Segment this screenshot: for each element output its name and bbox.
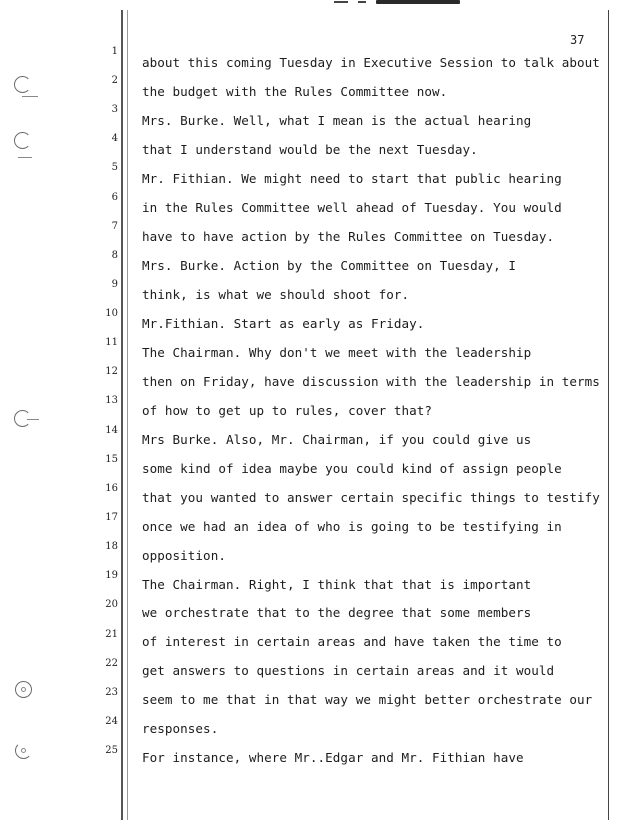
page-number: 37 <box>570 33 585 47</box>
right-margin-rule <box>608 10 612 820</box>
binder-hole-icon <box>14 132 31 149</box>
transcript-line: The Chairman. Right, I think that that is important <box>142 577 532 592</box>
transcript-line: about this coming Tuesday in Executive Session to talk about <box>142 55 600 70</box>
transcript-line: of how to get up to rules, cover that? <box>142 403 433 418</box>
transcript-line: Mr.Fithian. Start as early as Friday. <box>142 316 425 331</box>
line-number: 17 <box>105 512 118 523</box>
line-number: 22 <box>105 658 118 669</box>
line-number: 21 <box>105 629 118 640</box>
transcript-line: have to have action by the Rules Committee on Tuesday. <box>142 229 555 244</box>
transcript-line: that I understand would be the next Tuesday. <box>142 142 478 157</box>
binder-hole-mark <box>22 96 38 97</box>
transcript-line: in the Rules Committee well ahead of Tuesday. You would <box>142 200 562 215</box>
transcript-line: Mrs. Burke. Action by the Committee on Tuesday, I <box>142 258 516 273</box>
line-number: 12 <box>105 366 118 377</box>
transcript-line: the budget with the Rules Committee now. <box>142 84 448 99</box>
transcript-line: of interest in certain areas and have taken the time to <box>142 634 562 649</box>
line-number: 6 <box>111 192 118 203</box>
transcript-line: some kind of idea maybe you could kind of assign people <box>142 461 562 476</box>
transcript-line: Mrs Burke. Also, Mr. Chairman, if you could give us <box>142 432 532 447</box>
line-number: 20 <box>105 599 118 610</box>
transcript-line: once we had an idea of who is going to be testifying in <box>142 519 562 534</box>
binder-hole-icon <box>15 681 32 698</box>
transcript-line: opposition. <box>142 548 226 563</box>
transcript-line: that you wanted to answer certain specific things to testify <box>142 490 600 505</box>
transcript-line: get answers to questions in certain areas and it would <box>142 663 555 678</box>
left-margin-rule <box>121 10 128 820</box>
line-number: 18 <box>105 541 118 552</box>
transcript-line: Mrs. Burke. Well, what I mean is the actual hearing <box>142 113 532 128</box>
line-number: 1 <box>111 46 118 57</box>
transcript-line: For instance, where Mr..Edgar and Mr. Fithian have <box>142 750 524 765</box>
binder-hole-mark <box>27 419 39 420</box>
binder-hole-icon <box>14 76 31 93</box>
transcript-line: Mr. Fithian. We might need to start that public hearing <box>142 171 562 186</box>
transcript-line: we orchestrate that to the degree that some members <box>142 605 532 620</box>
transcript-line: then on Friday, have discussion with the leadership in terms <box>142 374 600 389</box>
line-number: 15 <box>105 454 118 465</box>
line-number: 16 <box>105 483 118 494</box>
binder-hole-icon <box>15 742 32 759</box>
line-number: 13 <box>105 395 118 406</box>
top-scan-mark <box>328 0 466 6</box>
line-number: 7 <box>111 221 118 232</box>
line-number: 24 <box>105 716 118 727</box>
transcript-line: The Chairman. Why don't we meet with the leadership <box>142 345 532 360</box>
line-number: 3 <box>111 104 118 115</box>
line-number: 23 <box>105 687 118 698</box>
binder-hole-mark <box>18 157 32 158</box>
line-number: 19 <box>105 570 118 581</box>
line-number: 2 <box>111 75 118 86</box>
transcript-line: seem to me that in that way we might better orchestrate our <box>142 692 593 707</box>
line-number: 8 <box>111 250 118 261</box>
transcript-line: think, is what we should shoot for. <box>142 287 410 302</box>
line-number: 5 <box>111 162 118 173</box>
line-number: 11 <box>105 337 118 348</box>
line-number: 25 <box>105 745 118 756</box>
line-number: 14 <box>105 425 118 436</box>
line-number: 9 <box>111 279 118 290</box>
transcript-line: responses. <box>142 721 219 736</box>
line-number: 10 <box>105 308 118 319</box>
line-number: 4 <box>111 133 118 144</box>
